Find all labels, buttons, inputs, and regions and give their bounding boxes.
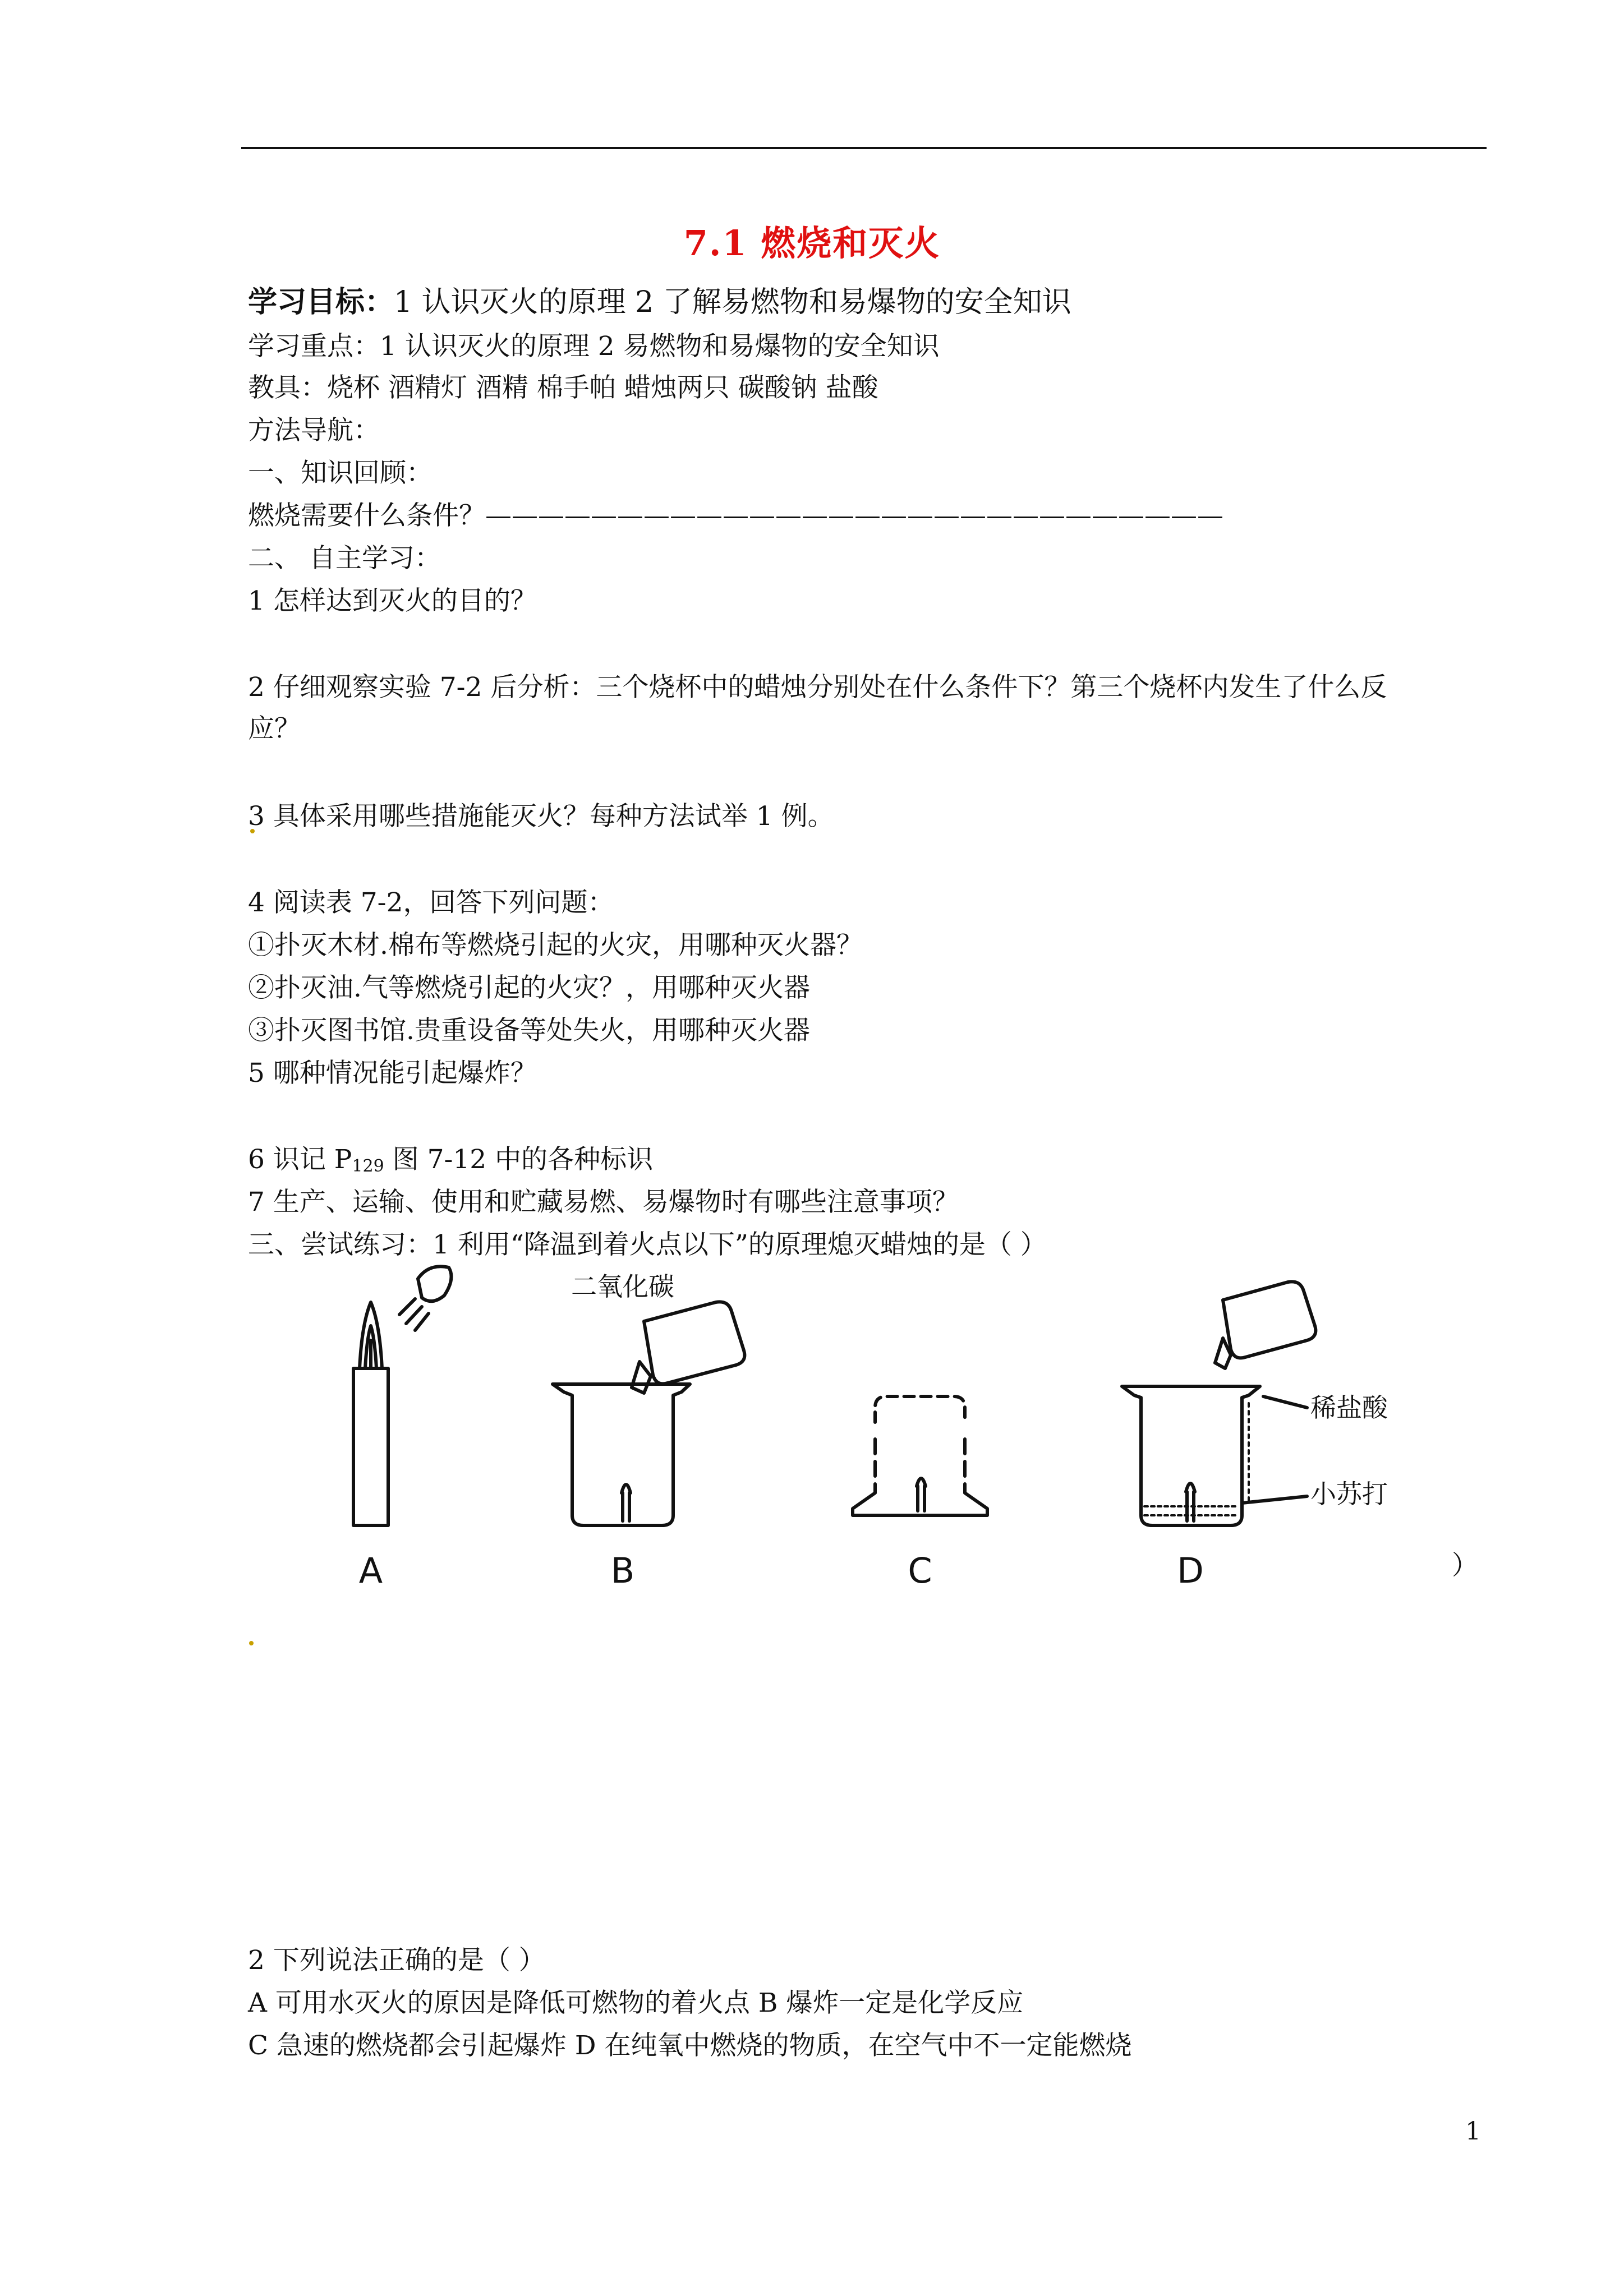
question-1: 1 怎样达到灭火的目的？: [248, 585, 537, 616]
figure-b-beaker-co2: [553, 1302, 744, 1525]
teaching-tools: 教具：烧杯 酒精灯 酒精 棉手帕 蜡烛两只 碳酸钠 盐酸: [248, 372, 878, 403]
section-review-heading: 一、知识回顾：: [248, 458, 433, 488]
baking-soda-label: 小苏打: [1310, 1479, 1388, 1509]
figure-label-b: B: [610, 1550, 635, 1591]
question-6-prefix: 6 识记 P: [248, 1144, 352, 1175]
question-4-item-3: ③扑灭图书馆.贵重设备等处失火，用哪种灭火器: [248, 1015, 810, 1046]
header-rule: [241, 147, 1487, 149]
key-points: 学习重点：1 认识灭火的原理 2 易燃物和易爆物的安全知识: [248, 331, 940, 362]
objectives-label: 学习目标：: [248, 285, 394, 319]
section-self-study-heading: 二、 自主学习：: [248, 543, 441, 574]
experiment-figure: [0, 1256, 1624, 1593]
page-reference-subscript: 129: [352, 1156, 384, 1176]
review-question: 燃烧需要什么条件？————————————————————————————: [248, 500, 1223, 531]
figure-a-candle-fan: [353, 1266, 452, 1525]
question-5: 5 哪种情况能引起爆炸？: [248, 1058, 537, 1089]
practice-question-2: 2 下列说法正确的是（ ）: [248, 1945, 545, 1976]
figure-label-c: C: [908, 1550, 932, 1591]
figure-label-a: A: [358, 1550, 383, 1591]
page-number: 1: [1465, 2117, 1481, 2146]
co2-label: 二氧化碳: [571, 1271, 674, 1302]
practice-question-2-options-cd: C 急速的燃烧都会引起爆炸 D 在纯氧中燃烧的物质，在空气中不一定能燃烧: [248, 2030, 1132, 2061]
figure-c-covered-candle: [853, 1396, 987, 1515]
question-2-line-2: 应？: [248, 713, 301, 744]
dilute-hcl-label: 稀盐酸: [1310, 1393, 1388, 1423]
method-guide: 方法导航：: [248, 415, 380, 446]
stray-paren: ）: [1452, 1550, 1478, 1581]
figure-d-acid-soda-beaker: [1122, 1281, 1315, 1525]
stray-dot-2: [249, 1641, 254, 1645]
question-4-item-1: ①扑灭木材.棉布等燃烧引起的火灾，用哪种灭火器？: [248, 930, 863, 961]
objectives-text: 1 认识灭火的原理 2 了解易燃物和易爆物的安全知识: [394, 285, 1071, 319]
question-7: 7 生产、运输、使用和贮藏易燃、易爆物时有哪些注意事项？: [248, 1187, 959, 1218]
learning-objectives: [248, 285, 1071, 320]
question-6-suffix: 图 7-12 中的各种标识: [384, 1144, 654, 1175]
figure-label-d: D: [1177, 1550, 1204, 1591]
question-3: 3 具体采用哪些措施能灭火？每种方法试举 1 例。: [248, 801, 834, 832]
question-6: [248, 1144, 653, 1177]
question-2-line-1: 2 仔细观察实验 7-2 后分析：三个烧杯中的蜡烛分别处在什么条件下？第三个烧杯内发生了什么反: [248, 672, 1387, 703]
practice-question-1: 三、尝试练习：1 利用“降温到着火点以下”的原理熄灭蜡烛的是（ ）: [248, 1229, 1047, 1260]
question-4: 4 阅读表 7-2，回答下列问题：: [248, 887, 614, 918]
practice-question-2-options-ab: A 可用水灭火的原因是降低可燃物的着火点 B 爆炸一定是化学反应: [248, 1988, 1024, 2018]
question-4-item-2: ②扑灭油.气等燃烧引起的火灾？，用哪种灭火器: [248, 972, 810, 1003]
page-title: 7.1 燃烧和灭火: [683, 223, 941, 264]
